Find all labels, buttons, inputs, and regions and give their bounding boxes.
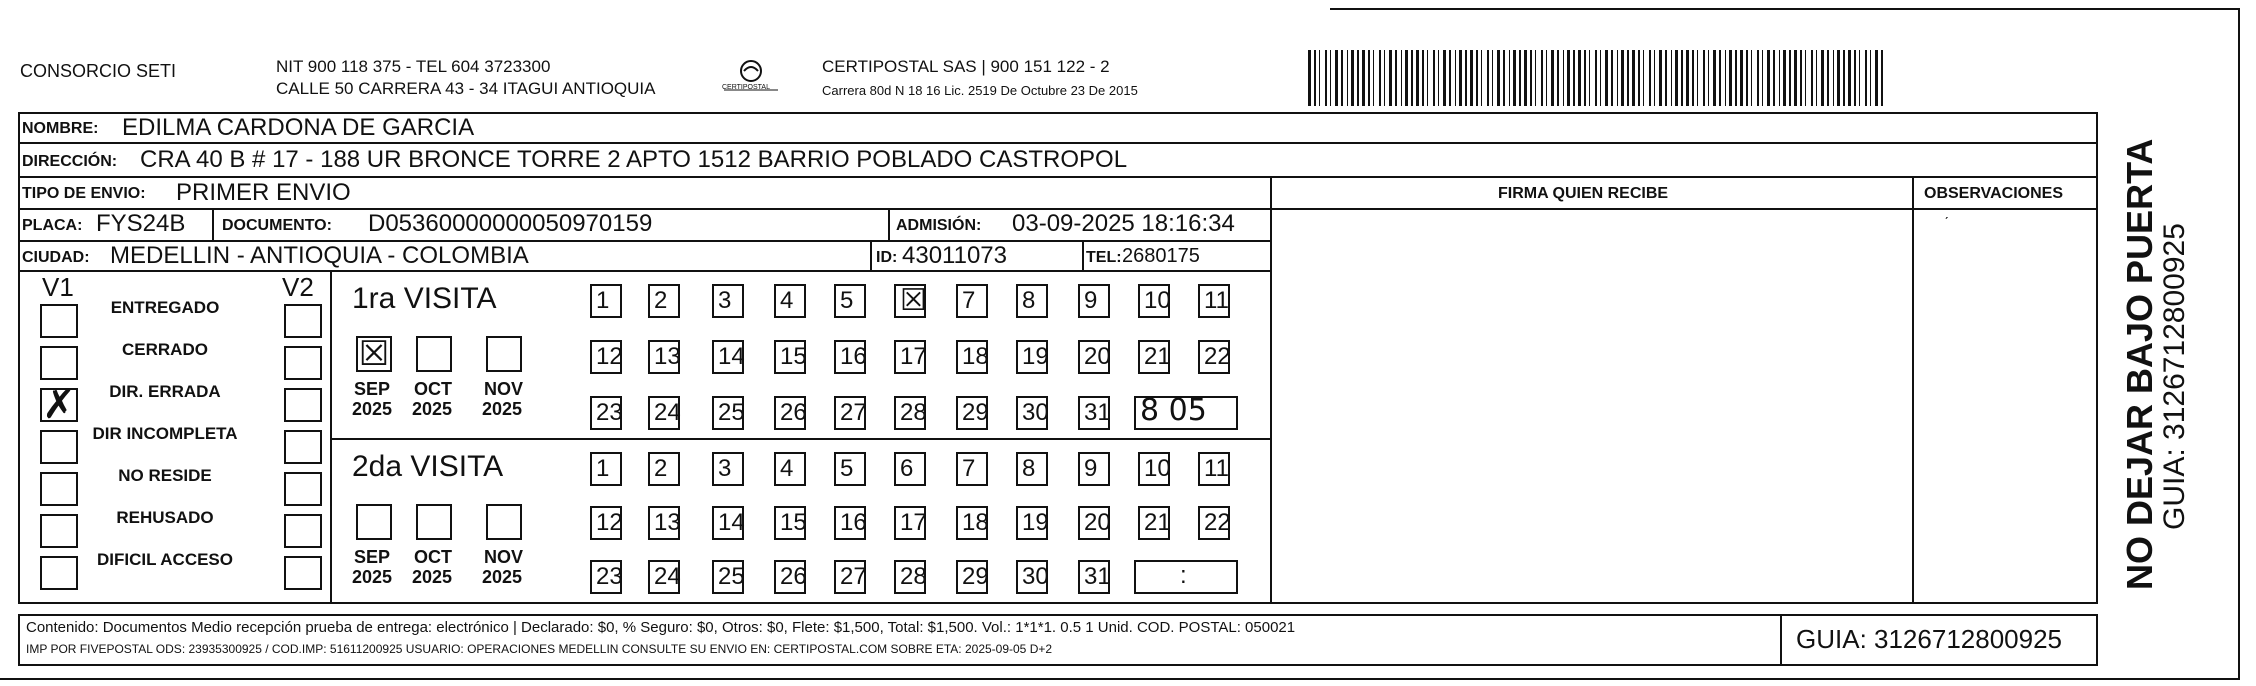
nombre-label: NOMBRE: [22, 120, 99, 137]
barcode-bar [1341, 50, 1343, 106]
barcode-bar [1405, 50, 1408, 106]
barcode-bar [1779, 50, 1780, 106]
barcode-bar [1746, 50, 1748, 106]
barcode-bar [1411, 50, 1413, 106]
barcode-bar [1735, 50, 1737, 106]
barcode-bar [1811, 50, 1813, 106]
nit-line: NIT 900 118 375 - TEL 604 3723300 [276, 57, 551, 76]
barcode-bar [1578, 50, 1581, 106]
day-box[interactable]: 11 [1198, 284, 1230, 318]
day-box[interactable]: 30 [1016, 560, 1048, 594]
address-line: CALLE 50 CARRERA 43 - 34 ITAGUI ANTIOQUIA [276, 79, 656, 98]
year-label: 2025 [482, 399, 523, 419]
barcode-bar [1783, 50, 1786, 106]
day-box[interactable]: 5 [834, 284, 866, 318]
day-box[interactable]: 17 [894, 506, 926, 540]
month-label: NOV [484, 379, 524, 399]
obs-left-line [1912, 176, 1914, 604]
id-value: 43011073 [902, 242, 1007, 269]
day-box[interactable]: 15 [774, 340, 806, 374]
documento-value: D05360000000050970159 [368, 210, 653, 237]
barcode-bar [1659, 50, 1662, 106]
day-box[interactable]: 9 [1078, 284, 1110, 318]
month-checkbox[interactable] [416, 504, 452, 540]
barcode-bar [1708, 50, 1709, 106]
id-label: ID: [876, 249, 898, 266]
barcode-bar [1573, 50, 1575, 106]
admision-value: 03-09-2025 18:16:34 [1012, 210, 1235, 237]
barcode [1306, 50, 1888, 106]
month-label: SEP [354, 379, 391, 399]
barcode-bar [1627, 50, 1629, 106]
barcode-bar [1805, 50, 1806, 106]
day-box[interactable]: 13 [648, 506, 680, 540]
year-label: 2025 [412, 399, 453, 419]
status-label: ENTREGADO [110, 298, 220, 317]
day-box[interactable]: 27 [834, 560, 866, 594]
tipo-envio-value: PRIMER ENVIO [176, 179, 351, 206]
row-line [1270, 208, 2098, 210]
barcode-bar [1617, 50, 1618, 106]
day-box[interactable]: 2 [648, 452, 680, 486]
status-divider [330, 270, 332, 604]
barcode-bar [1837, 50, 1840, 106]
day-box[interactable]: 1 [590, 284, 622, 318]
day-box[interactable]: 1 [590, 452, 622, 486]
barcode-bar [1470, 50, 1473, 106]
barcode-bar [1384, 50, 1385, 106]
barcode-bar [1487, 50, 1489, 106]
barcode-bar [1881, 50, 1883, 106]
day-box[interactable]: 13 [648, 340, 680, 374]
barcode-bar [1459, 50, 1462, 106]
barcode-bar [1330, 50, 1331, 106]
day-box[interactable]: 25 [712, 396, 744, 430]
barcode-bar [1870, 50, 1871, 106]
direccion-label: DIRECCIÓN: [22, 153, 118, 170]
barcode-bar [1497, 50, 1500, 106]
day-box[interactable]: 25 [712, 560, 744, 594]
barcode-bar [1347, 50, 1348, 106]
barcode-bar [1595, 50, 1597, 106]
observaciones-header: OBSERVACIONES [1924, 185, 2063, 202]
right-border-line [2238, 8, 2240, 680]
logo-text: CERTIPOSTAL [722, 84, 770, 91]
barcode-bar [1530, 50, 1532, 106]
day-box[interactable]: 10 [1138, 452, 1170, 486]
barcode-bar [1395, 50, 1397, 106]
day-box[interactable]: 20 [1078, 506, 1110, 540]
status-label: CERRADO [122, 340, 208, 359]
barcode-bar [1584, 50, 1586, 106]
day-box[interactable]: 12 [590, 506, 622, 540]
barcode-bar [1703, 50, 1705, 106]
status-label: DIFICIL ACCESO [96, 550, 233, 569]
year-label: 2025 [352, 399, 393, 419]
barcode-bar [1535, 50, 1536, 106]
day-box[interactable]: 23 [590, 396, 622, 430]
barcode-bar [1427, 50, 1428, 106]
month-label: OCT [414, 547, 452, 567]
day-box[interactable]: 16 [834, 506, 866, 540]
barcode-bar [1503, 50, 1505, 106]
year-label: 2025 [412, 567, 453, 587]
barcode-bar [1762, 50, 1763, 106]
barcode-bar [1767, 50, 1770, 106]
day-box[interactable]: 23 [590, 560, 622, 594]
day-box[interactable]: 3 [712, 452, 744, 486]
barcode-bar [1643, 50, 1644, 106]
day-box[interactable]: 4 [774, 452, 806, 486]
barcode-bar [1379, 50, 1381, 106]
ciudad-label: CIUDAD: [22, 249, 90, 266]
day-box[interactable]: 2 [648, 284, 680, 318]
barcode-bar [1308, 50, 1311, 106]
placa-value: FYS24B [96, 210, 186, 237]
barcode-bar [1692, 50, 1694, 106]
barcode-bar [1611, 50, 1613, 106]
visita1-time-value: 8 05 [1140, 393, 1207, 428]
barcode-bar [1816, 50, 1817, 106]
certipostal-logo [718, 58, 784, 102]
barcode-bar [1654, 50, 1655, 106]
barcode-bar [1589, 50, 1590, 106]
barcode-bar [1351, 50, 1354, 106]
barcode-bar [1751, 50, 1752, 106]
barcode-bar [1671, 50, 1672, 106]
barcode-bar [1513, 50, 1516, 106]
status-v1-checkbox[interactable]: ✗ [40, 388, 78, 422]
documento-label: DOCUMENTO: [222, 217, 332, 234]
day-box[interactable]: 30 [1016, 396, 1048, 430]
month-label: NOV [484, 547, 524, 567]
month-checkbox[interactable] [486, 504, 522, 540]
barcode-bar [1773, 50, 1775, 106]
footer-guia-divider [1780, 614, 1782, 666]
day-box[interactable]: 7 [956, 452, 988, 486]
admision-label: ADMISIÓN: [896, 217, 982, 234]
barcode-bar [1821, 50, 1824, 106]
barcode-bar [1681, 50, 1683, 106]
day-box[interactable]: 3 [712, 284, 744, 318]
day-box[interactable]: 10 [1138, 284, 1170, 318]
barcode-bar [1492, 50, 1493, 106]
barcode-bar [1541, 50, 1543, 106]
day-box[interactable]: 8 [1016, 284, 1048, 318]
barcode-bar [1509, 50, 1510, 106]
barcode-bar [1649, 50, 1651, 106]
day-box[interactable]: 31 [1078, 560, 1110, 594]
day-box[interactable]: 21 [1138, 340, 1170, 374]
barcode-bar [1362, 50, 1365, 106]
certipostal-line: CERTIPOSTAL SAS | 900 151 122 - 2 [822, 57, 1110, 76]
nombre-value: EDILMA CARDONA DE GARCIA [122, 114, 475, 141]
barcode-bar [1757, 50, 1759, 106]
license-line: Carrera 80d N 18 16 Lic. 2519 De Octubre 23 De 2015 [822, 83, 1138, 98]
barcode-bar [1438, 50, 1439, 106]
tel-label: TEL: [1086, 249, 1122, 266]
barcode-bar [1827, 50, 1829, 106]
barcode-bar [1865, 50, 1867, 106]
day-box[interactable]: 26 [774, 396, 806, 430]
day-box[interactable]: 8 [1016, 452, 1048, 486]
day-box[interactable]: 12 [590, 340, 622, 374]
day-box[interactable]: 17 [894, 340, 926, 374]
day-box[interactable]: 19 [1016, 340, 1048, 374]
barcode-bar [1740, 50, 1743, 106]
barcode-bar [1551, 50, 1554, 106]
barcode-bar [1567, 50, 1570, 106]
day-box[interactable]: 21 [1138, 506, 1170, 540]
barcode-bar [1665, 50, 1667, 106]
visita2-time-placeholder: : [1180, 562, 1187, 589]
day-box[interactable]: 24 [648, 560, 680, 594]
day-box[interactable]: 9 [1078, 452, 1110, 486]
barcode-bar [1389, 50, 1392, 106]
day-box[interactable]: 28 [894, 396, 926, 430]
v1-label: V1 [42, 272, 74, 302]
barcode-bar [1422, 50, 1424, 106]
year-label: 2025 [482, 567, 523, 587]
barcode-bar [1729, 50, 1732, 106]
day-box[interactable]: 26 [774, 560, 806, 594]
placa-divider [212, 208, 214, 240]
top-border-line [1330, 8, 2240, 10]
barcode-bar [1725, 50, 1726, 106]
day-box[interactable]: 29 [956, 560, 988, 594]
barcode-bar [1697, 50, 1698, 106]
side-warning: NO DEJAR BAJO PUERTA [2119, 138, 2160, 590]
barcode-bar [1600, 50, 1601, 106]
barcode-bar [1848, 50, 1851, 106]
barcode-bar [1557, 50, 1559, 106]
direccion-value: CRA 40 B # 17 - 188 UR BRONCE TORRE 2 APTO 1512 BARRIO POBLADO CASTROPOL [140, 146, 1128, 173]
barcode-bar [1563, 50, 1564, 106]
barcode-bar [1524, 50, 1527, 106]
day-box[interactable]: 5 [834, 452, 866, 486]
day-box[interactable]: 14 [712, 340, 744, 374]
barcode-bar [1373, 50, 1374, 106]
barcode-bar [1686, 50, 1689, 106]
ciudad-value: MEDELLIN - ANTIOQUIA - COLOMBIA [110, 242, 529, 269]
bottom-border-line [0, 678, 2240, 680]
firma-header: FIRMA QUIEN RECIBE [1498, 185, 1669, 202]
month-checkbox[interactable] [486, 336, 522, 372]
row-line [18, 270, 1270, 272]
side-guia: GUIA: 3126712800925 [2158, 223, 2191, 530]
barcode-bar [1621, 50, 1624, 106]
barcode-bar [1638, 50, 1640, 106]
barcode-bar [1546, 50, 1547, 106]
v2-label: V2 [282, 272, 314, 302]
day-box[interactable]: 18 [956, 340, 988, 374]
barcode-bar [1854, 50, 1856, 106]
row-line [18, 176, 2098, 178]
barcode-bar [1401, 50, 1402, 106]
row-line [18, 142, 2098, 144]
barcode-bar [1833, 50, 1834, 106]
id-divider [870, 240, 872, 270]
day-box[interactable]: 22 [1198, 340, 1230, 374]
tipo-envio-label: TIPO DE ENVIO: [22, 185, 146, 202]
status-label: DIR. ERRADA [109, 382, 221, 401]
visita1-title: 1ra VISITA [352, 282, 497, 315]
day-box[interactable]: 24 [648, 396, 680, 430]
day-box[interactable]: 16 [834, 340, 866, 374]
visita2-title: 2da VISITA [352, 450, 504, 483]
footer-guia: GUIA: 3126712800925 [1796, 624, 2062, 654]
barcode-bar [1519, 50, 1521, 106]
barcode-bar [1416, 50, 1419, 106]
month-label: OCT [414, 379, 452, 399]
month-checkbox[interactable]: ☒ [356, 336, 392, 372]
barcode-bar [1325, 50, 1327, 106]
year-label: 2025 [352, 567, 393, 587]
day-box[interactable]: 27 [834, 396, 866, 430]
day-box[interactable]: 11 [1198, 452, 1230, 486]
barcode-bar [1319, 50, 1320, 106]
tel-value: 2680175 [1122, 245, 1200, 267]
observaciones-mark: ˏ [1944, 203, 1949, 219]
barcode-bar [1465, 50, 1467, 106]
day-box[interactable]: 14 [712, 506, 744, 540]
barcode-bar [1605, 50, 1608, 106]
day-box[interactable]: 18 [956, 506, 988, 540]
barcode-bar [1455, 50, 1456, 106]
barcode-bar [1368, 50, 1370, 106]
footer-imp: IMP POR FIVEPOSTAL ODS: 23935300925 / COD.IMP: 51611200925 USUARIO: OPERACIONES MEDELLIN CONSULTE SU ENVIO EN: CERTIPOSTAL.COM SOBRE ETA: 2025-09-05 D+2 [26, 642, 1053, 656]
footer-contenido: Contenido: Documentos Medio recepción prueba de entrega: electrónico | Declarado: $0, % Seguro: $0, Otros: $0, Flete: $1,500, Total: $1,500. Vol.: 1*1*1. 0.5 1 Unid. COD. POSTAL: 050021 [26, 619, 1296, 636]
status-label: REHUSADO [116, 508, 214, 527]
day-box[interactable]: 31 [1078, 396, 1110, 430]
month-checkbox[interactable] [356, 504, 392, 540]
day-box[interactable]: 19 [1016, 506, 1048, 540]
day-box[interactable]: 4 [774, 284, 806, 318]
day-box[interactable]: 28 [894, 560, 926, 594]
barcode-bar [1476, 50, 1478, 106]
status-label: NO RESIDE [118, 466, 212, 485]
day-box[interactable]: 22 [1198, 506, 1230, 540]
day-box[interactable]: 29 [956, 396, 988, 430]
tel-divider [1082, 240, 1084, 270]
barcode-bar [1789, 50, 1791, 106]
barcode-bar [1875, 50, 1878, 106]
barcode-bar [1443, 50, 1446, 106]
day-box[interactable]: 6 [894, 452, 926, 486]
day-box[interactable]: 7 [956, 284, 988, 318]
month-checkbox[interactable] [416, 336, 452, 372]
firma-left-line [1270, 176, 1272, 604]
day-box[interactable]: ☒ [894, 284, 926, 318]
barcode-bar [1357, 50, 1359, 106]
barcode-bar [1713, 50, 1716, 106]
placa-label: PLACA: [22, 217, 83, 234]
barcode-bar [1794, 50, 1797, 106]
day-box[interactable]: 20 [1078, 340, 1110, 374]
barcode-bar [1481, 50, 1482, 106]
barcode-bar [1632, 50, 1635, 106]
company-name: CONSORCIO SETI [20, 61, 177, 81]
barcode-bar [1675, 50, 1678, 106]
barcode-bar [1859, 50, 1860, 106]
month-label: SEP [354, 547, 391, 567]
visita-divider [330, 438, 1270, 440]
admision-divider [888, 208, 890, 240]
barcode-bar [1449, 50, 1451, 106]
day-box[interactable]: 15 [774, 506, 806, 540]
status-label: DIR INCOMPLETA [92, 424, 238, 443]
barcode-bar [1335, 50, 1338, 106]
barcode-bar [1843, 50, 1845, 106]
barcode-bar [1433, 50, 1435, 106]
barcode-bar [1314, 50, 1316, 106]
barcode-bar [1719, 50, 1721, 106]
barcode-bar [1800, 50, 1802, 106]
